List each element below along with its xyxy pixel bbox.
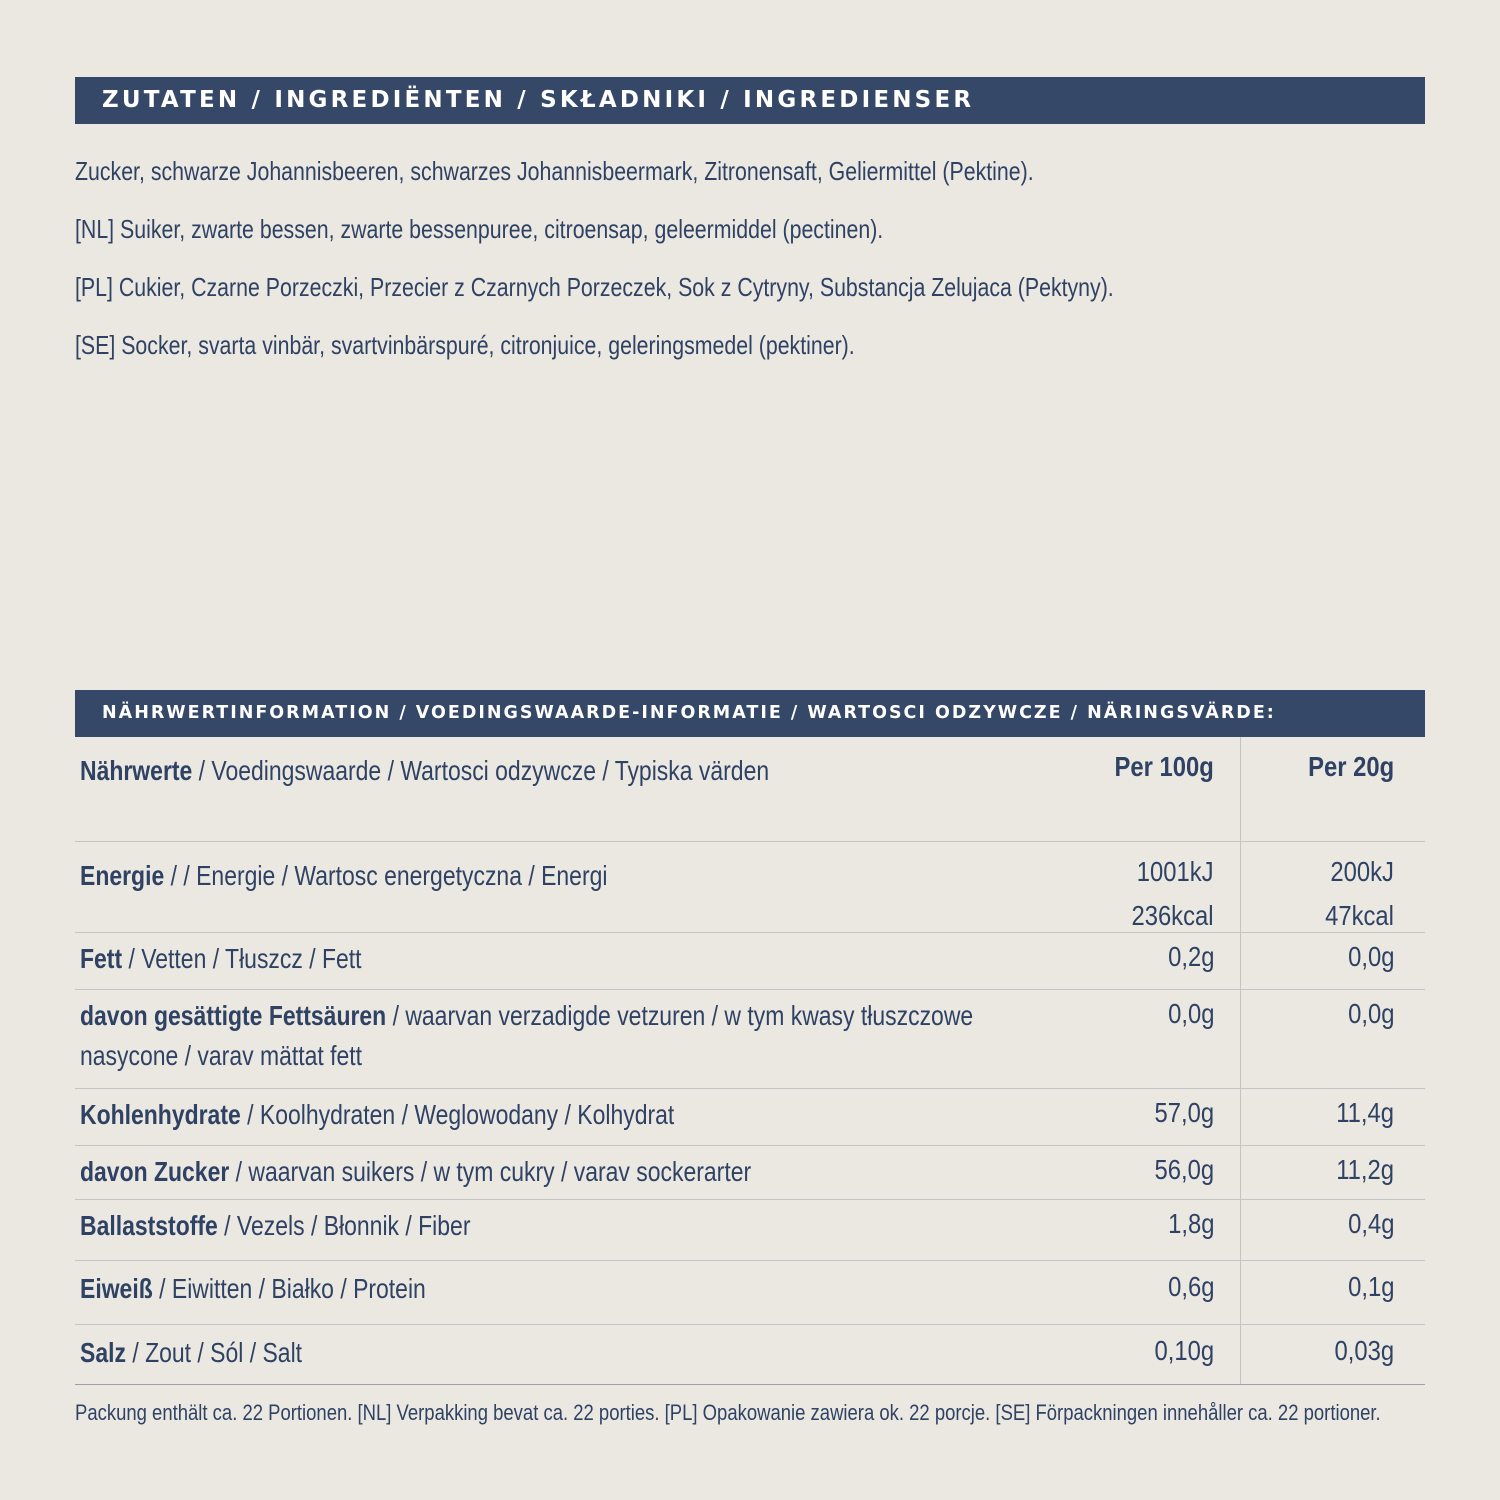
ingredients-heading: ZUTATEN / INGREDIËNTEN / SKŁADNIKI / INGREDIENSER	[75, 77, 1425, 124]
value-per-20g: 0,0g	[1347, 941, 1394, 972]
table-row	[75, 1146, 1425, 1200]
row-label	[80, 996, 1007, 1076]
value-per-20g: 11,4g	[1336, 1097, 1394, 1128]
row-label-bold: Fett	[80, 943, 123, 974]
value-per-20g: 11,2g	[1336, 1154, 1394, 1185]
row-label-rest: / Voedingswaarde / Wartosci odzywcze / Typiska värden	[192, 755, 770, 786]
nutrition-table	[75, 737, 1425, 1385]
row-label	[80, 1333, 1007, 1373]
value-per-100g: 0,0g	[1167, 998, 1214, 1029]
row-label-rest: / Eiwitten / Białko / Protein	[152, 1273, 426, 1304]
ingredients-line-pl: [PL] Cukier, Czarne Porzeczki, Przecier z Czarnych Porzeczek, Sok z Cytryny, Substancja Zelujaca (Pektyny).	[75, 272, 1114, 302]
row-label-bold: Kohlenhydrate	[80, 1099, 241, 1130]
servings-footnote: Packung enthält ca. 22 Portionen. [NL] Verpakking bevat ca. 22 porties. [PL] Opakowanie zawiera ok. 22 porcje. [SE] Förpackningen innehåller ca. 22 portioner.	[75, 1400, 1381, 1425]
row-label-rest: / Zout / Sól / Salt	[125, 1337, 303, 1368]
value-per-20g: 0,4g	[1347, 1208, 1394, 1239]
value-per-100g: 0,2g	[1167, 941, 1214, 972]
value-per-100g: 57,0g	[1154, 1097, 1214, 1128]
row-label-rest: / / Energie / Wartosc energetyczna / Energi	[164, 860, 608, 891]
row-label-bold: Ballaststoffe	[80, 1210, 218, 1241]
nutrition-heading: NÄHRWERTINFORMATION / VOEDINGSWAARDE-INFORMATIE / WARTOSCI ODZYWCZE / NÄRINGSVÄRDE:	[75, 690, 1425, 737]
value-per-100g: 1001kJ 236kcal	[1131, 856, 1214, 931]
table-row	[75, 842, 1425, 933]
value-per-100g: 0,10g	[1154, 1335, 1214, 1366]
table-row	[75, 990, 1425, 1089]
table-row	[75, 1325, 1425, 1385]
table-row	[75, 933, 1425, 990]
table-header-row	[75, 737, 1425, 842]
row-label-rest: / waarvan suikers / w tym cukry / varav sockerarter	[229, 1156, 752, 1187]
row-label	[80, 1206, 1007, 1246]
row-label	[80, 1269, 1007, 1309]
value-per-100g: 1,8g	[1167, 1208, 1214, 1239]
ingredients-line-se: [SE] Socker, svarta vinbär, svartvinbärspuré, citronjuice, geleringsmedel (pektiner).	[75, 330, 855, 360]
row-label-bold: davon Zucker	[80, 1156, 230, 1187]
col-header-per-20g: Per 20g	[1308, 751, 1394, 782]
value-per-100g: 0,6g	[1167, 1271, 1214, 1302]
value-per-20g: 0,0g	[1347, 998, 1394, 1029]
row-label-rest: / waarvan verzadigde vetzuren / w tym kwasy tłuszczowe nasycone / varav mättat fett	[80, 1000, 974, 1071]
row-label	[80, 856, 1007, 896]
value-per-20g: 200kJ 47kcal	[1325, 856, 1394, 931]
value-per-20g: 0,1g	[1347, 1271, 1394, 1302]
row-label	[80, 939, 1007, 979]
row-label	[80, 1152, 1007, 1192]
row-label-bold: Nährwerte	[80, 755, 193, 786]
row-label-bold: Eiweiß	[80, 1273, 153, 1304]
row-label-rest: / Koolhydraten / Weglowodany / Kolhydrat	[240, 1099, 675, 1130]
row-label-rest: / Vetten / Tłuszcz / Fett	[122, 943, 362, 974]
value-per-20g: 0,03g	[1334, 1335, 1394, 1366]
row-label	[80, 751, 1007, 791]
ingredients-line-nl: [NL] Suiker, zwarte bessen, zwarte bessenpuree, citroensap, geleermiddel (pectinen).	[75, 214, 884, 244]
row-label-bold: Salz	[80, 1337, 126, 1368]
row-label	[80, 1095, 1007, 1135]
ingredients-line-de: Zucker, schwarze Johannisbeeren, schwarzes Johannisbeermark, Zitronensaft, Geliermittel (Pektine).	[75, 156, 1034, 186]
row-label-bold: Energie	[80, 860, 165, 891]
table-row	[75, 1261, 1425, 1325]
row-label-bold: davon gesättigte Fettsäuren	[80, 1000, 387, 1031]
col-header-per-100g: Per 100g	[1114, 751, 1214, 782]
table-row	[75, 1200, 1425, 1261]
table-row	[75, 1089, 1425, 1146]
value-per-100g: 56,0g	[1154, 1154, 1214, 1185]
row-label-rest: / Vezels / Błonnik / Fiber	[217, 1210, 471, 1241]
